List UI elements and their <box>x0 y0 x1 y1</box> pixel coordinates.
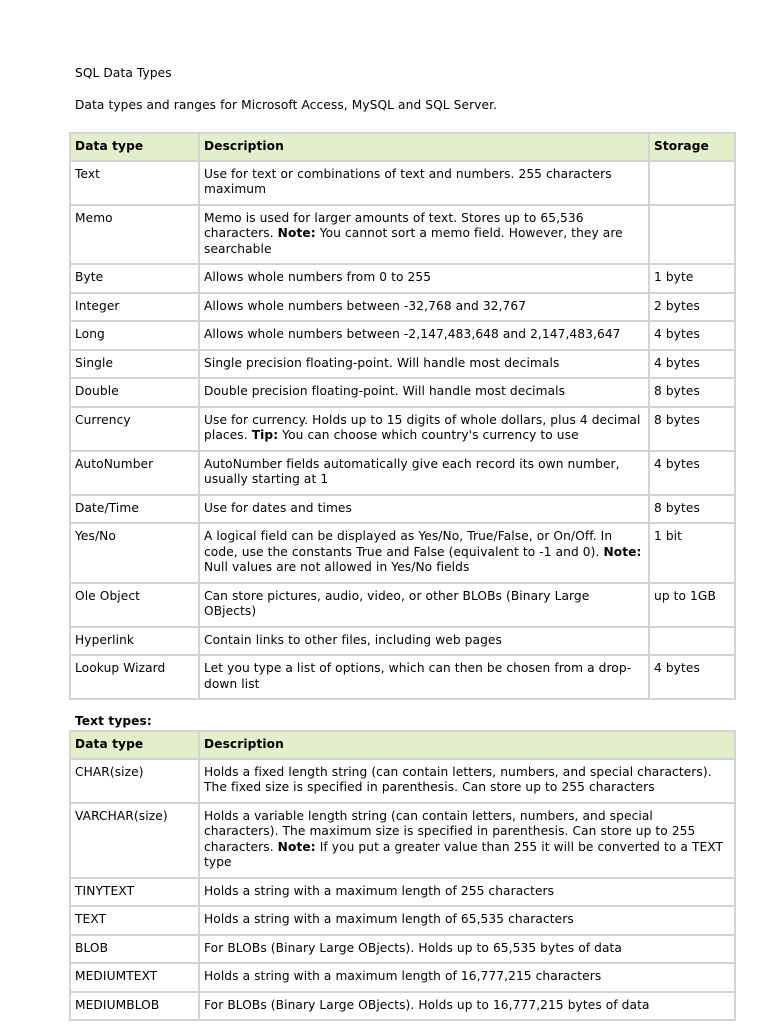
data-type-cell: Single <box>70 350 199 379</box>
text-types-table <box>69 730 736 1021</box>
description-text: Holds a string with a maximum length of 255 characters <box>204 883 555 898</box>
description-text: Use for text or combinations of text and numbers. 255 characters maximum <box>204 166 612 196</box>
description-cell <box>199 627 649 656</box>
header-data-type: Data type <box>70 731 199 759</box>
storage-cell: 2 bytes <box>649 293 735 322</box>
data-type-cell: MEDIUMBLOB <box>70 992 199 1021</box>
note-label: Note: <box>277 226 316 240</box>
intro-paragraph: Data types and ranges for Microsoft Access, MySQL and SQL Server. <box>75 98 498 112</box>
description-cell <box>199 161 649 205</box>
data-type-cell: Lookup Wizard <box>70 655 199 699</box>
table-row <box>70 963 735 992</box>
data-type-cell: Long <box>70 321 199 350</box>
table-row <box>70 321 735 350</box>
table-row <box>70 803 735 878</box>
page-title: SQL Data Types <box>75 66 172 80</box>
description-cell <box>199 407 649 451</box>
description-text: Can store pictures, audio, video, or other BLOBs (Binary Large OBjects) <box>204 588 590 618</box>
header-data-type: Data type <box>70 133 199 161</box>
storage-cell: up to 1GB <box>649 583 735 627</box>
description-text: Use for dates and times <box>204 500 352 515</box>
table-row <box>70 407 735 451</box>
data-type-cell: Memo <box>70 205 199 265</box>
table-row <box>70 992 735 1021</box>
description-cell <box>199 935 735 964</box>
storage-cell: 4 bytes <box>649 655 735 699</box>
table-row <box>70 264 735 293</box>
data-type-cell: TINYTEXT <box>70 878 199 907</box>
description-text: Allows whole numbers from 0 to 255 <box>204 270 432 284</box>
data-type-cell: Text <box>70 161 199 205</box>
table-row <box>70 451 735 495</box>
storage-cell: 8 bytes <box>649 407 735 451</box>
description-text: For BLOBs (Binary Large OBjects). Holds up to 65,535 bytes of data <box>204 940 622 955</box>
description-text: Allows whole numbers between -32,768 and 32,767 <box>204 298 527 313</box>
description-text: For BLOBs (Binary Large OBjects). Holds up to 16,777,215 bytes of data <box>204 997 650 1012</box>
description-text: Contain links to other files, including web pages <box>204 632 502 647</box>
data-type-cell: Integer <box>70 293 199 322</box>
text-types-heading: Text types: <box>75 714 152 728</box>
note-label: Tip: <box>251 428 279 442</box>
description-text: Null values are not allowed in Yes/No fields <box>204 560 470 574</box>
storage-cell: 1 byte <box>649 264 735 293</box>
description-text: You can choose which country's currency to use <box>278 428 579 442</box>
description-cell <box>199 321 649 350</box>
storage-cell: 8 bytes <box>649 378 735 407</box>
description-cell <box>199 583 649 627</box>
description-text: Holds a string with a maximum length of 16,777,215 characters <box>204 969 602 983</box>
storage-cell <box>649 205 735 265</box>
description-text: Single precision floating-point. Will handle most decimals <box>204 355 560 370</box>
header-storage: Storage <box>649 133 735 161</box>
description-text: Holds a string with a maximum length of 65,535 characters <box>204 912 574 926</box>
description-cell <box>199 803 735 878</box>
storage-cell: 1 bit <box>649 523 735 583</box>
table-row <box>70 627 735 656</box>
data-type-cell: Hyperlink <box>70 627 199 656</box>
table-row <box>70 205 735 265</box>
description-text: Holds a variable length string (can contain letters, numbers, and special characters). The maximum size is specified in parenthesis. Can store up to 255 characters. <box>204 808 696 854</box>
table-row <box>70 935 735 964</box>
data-type-cell: MEDIUMTEXT <box>70 963 199 992</box>
table-header-row <box>70 133 735 161</box>
description-text: You cannot sort a memo field. However, they are searchable <box>204 226 623 256</box>
description-cell <box>199 205 649 265</box>
description-cell <box>199 759 735 803</box>
header-description: Description <box>199 133 649 161</box>
table-header-row <box>70 731 735 759</box>
description-text: Let you type a list of options, which can then be chosen from a drop-down list <box>204 661 632 691</box>
description-cell <box>199 992 735 1021</box>
data-type-cell: BLOB <box>70 935 199 964</box>
description-text: Memo is used for larger amounts of text. Stores up to 65,536 characters. <box>204 210 584 240</box>
description-text: Holds a fixed length string (can contain letters, numbers, and special characters). The fixed size is specified in parenthesis. Can store up to 255 characters <box>204 764 712 794</box>
description-text: Double precision floating-point. Will handle most decimals <box>204 384 566 398</box>
table-row <box>70 878 735 907</box>
storage-cell: 4 bytes <box>649 451 735 495</box>
description-cell <box>199 293 649 322</box>
note-label: Note: <box>277 839 316 854</box>
data-type-cell: Byte <box>70 264 199 293</box>
data-types-table <box>69 132 736 700</box>
description-text: Allows whole numbers between -2,147,483,648 and 2,147,483,647 <box>204 327 621 341</box>
storage-cell: 8 bytes <box>649 495 735 524</box>
table-row <box>70 350 735 379</box>
description-text: A logical field can be displayed as Yes/No, True/False, or On/Off. In code, use the constants True and False (equivalent to -1 and 0). <box>204 529 613 559</box>
table-row <box>70 293 735 322</box>
storage-cell <box>649 627 735 656</box>
table-row <box>70 759 735 803</box>
storage-cell: 4 bytes <box>649 321 735 350</box>
description-cell <box>199 523 649 583</box>
description-cell <box>199 495 649 524</box>
header-description: Description <box>199 731 735 759</box>
table-row <box>70 378 735 407</box>
data-type-cell: TEXT <box>70 906 199 935</box>
table-row <box>70 906 735 935</box>
description-cell <box>199 451 649 495</box>
note-label: Note: <box>603 544 642 559</box>
data-type-cell: Date/Time <box>70 495 199 524</box>
data-type-cell: Ole Object <box>70 583 199 627</box>
data-type-cell: CHAR(size) <box>70 759 199 803</box>
description-text: Use for currency. Holds up to 15 digits of whole dollars, plus 4 decimal places. <box>204 412 641 442</box>
table-row <box>70 161 735 205</box>
description-cell <box>199 655 649 699</box>
table-row <box>70 655 735 699</box>
table-row <box>70 583 735 627</box>
description-cell <box>199 963 735 992</box>
table-row <box>70 523 735 583</box>
data-type-cell: Currency <box>70 407 199 451</box>
data-type-cell: Yes/No <box>70 523 199 583</box>
data-type-cell: Double <box>70 378 199 407</box>
description-text: AutoNumber fields automatically give each record its own number, usually starting at 1 <box>204 456 620 486</box>
storage-cell: 4 bytes <box>649 350 735 379</box>
description-cell <box>199 906 735 935</box>
storage-cell <box>649 161 735 205</box>
data-type-cell: AutoNumber <box>70 451 199 495</box>
description-cell <box>199 264 649 293</box>
data-type-cell: VARCHAR(size) <box>70 803 199 878</box>
description-cell <box>199 378 649 407</box>
description-cell <box>199 350 649 379</box>
description-cell <box>199 878 735 907</box>
table-row <box>70 495 735 524</box>
description-text: If you put a greater value than 255 it will be converted to a TEXT type <box>204 839 724 869</box>
